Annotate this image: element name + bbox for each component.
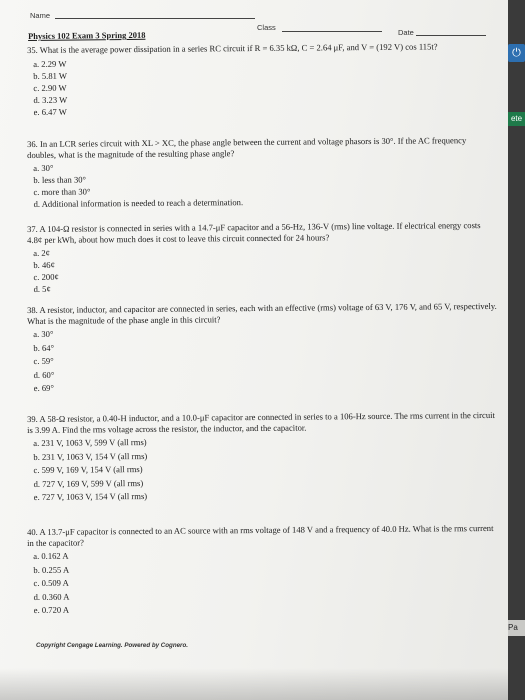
question-39 bbox=[27, 410, 498, 505]
answer-option: b. less than 30° bbox=[33, 174, 87, 185]
answer-option: b. 0.255 A bbox=[33, 564, 70, 575]
answer-option: e. 0.720 A bbox=[33, 605, 70, 616]
question-37 bbox=[27, 220, 498, 295]
answer-options bbox=[33, 324, 498, 396]
name-line bbox=[55, 18, 255, 19]
answer-options bbox=[33, 546, 498, 618]
answer-option: d. 5¢ bbox=[33, 283, 51, 294]
answer-option: d. 727 V, 169 V, 599 V (all rms) bbox=[33, 477, 144, 489]
question-stem: 37. A 104-Ω resistor is connected in series with a 14.7-μF capacitor and a 56-Hz, 136-V (rms) line voltage. If electrical energy costs 4.8¢ per kWh, about how much does it cost to leave this circuit connected for 24 hours? bbox=[27, 220, 481, 245]
answer-option: e. 727 V, 1063 V, 154 V (all rms) bbox=[33, 491, 148, 503]
background-page-label: Pa bbox=[508, 620, 525, 636]
question-stem: 36. In an LCR series circuit with XL > XC, the phase angle between the current and voltage phasors is 30°. If the AC frequency doubles, what is the magnitude of the resulting phase angle? bbox=[27, 135, 467, 160]
question-38 bbox=[27, 301, 498, 396]
copyright-notice: Copyright Cengage Learning. Powered by Cognero. bbox=[36, 642, 188, 649]
answer-option: d. Additional information is needed to reach a determination. bbox=[33, 197, 244, 209]
answer-option: c. 2.90 W bbox=[33, 82, 67, 93]
answer-options bbox=[33, 53, 498, 117]
background-edge bbox=[508, 0, 525, 700]
answer-option: e. 6.47 W bbox=[33, 106, 67, 117]
question-stem: 38. A resistor, inductor, and capacitor are connected in series, each with an effective (rms) voltage of 63 V, 176 V, and 65 V, respectively. What is the magnitude of the phase angle in this circuit? bbox=[27, 300, 497, 326]
answer-options bbox=[33, 158, 497, 210]
power-icon: ⏻ bbox=[508, 44, 525, 62]
answer-option: d. 60° bbox=[33, 369, 55, 380]
answer-option: a. 0.162 A bbox=[33, 550, 69, 561]
question-stem: 35. What is the average power dissipation in a series RC circuit if R = 6.35 kΩ, C = 2.64 μF, and V = (192 V) cos 115t? bbox=[27, 41, 438, 55]
name-label: Name bbox=[30, 11, 51, 20]
question-36 bbox=[27, 135, 498, 210]
class-line bbox=[282, 31, 382, 32]
answer-option: b. 231 V, 1063 V, 154 V (all rms) bbox=[33, 450, 148, 462]
answer-option: b. 46¢ bbox=[33, 259, 55, 270]
answer-option: c. 200¢ bbox=[33, 271, 59, 282]
answer-option: a. 30° bbox=[33, 162, 54, 173]
answer-option: d. 3.23 W bbox=[33, 94, 68, 105]
date-label: Date bbox=[398, 28, 414, 37]
answer-option: a. 30° bbox=[33, 328, 54, 339]
background-label: ete bbox=[508, 112, 525, 126]
question-stem: 39. A 58-Ω resistor, a 0.40-H inductor, and a 10.0-μF capacitor are connected in series to a 106-Hz source. The rms current in the circuit is 3.99 A. Find the rms voltage across the resistor, the inductor, and the capacitor. bbox=[27, 409, 495, 435]
exam-title: Physics 102 Exam 3 Spring 2018 bbox=[28, 29, 146, 41]
answer-option: a. 2.29 W bbox=[33, 58, 67, 69]
question-40 bbox=[27, 523, 498, 618]
answer-option: c. more than 30° bbox=[33, 186, 91, 197]
date-line bbox=[416, 35, 486, 36]
answer-option: c. 599 V, 169 V, 154 V (all rms) bbox=[33, 464, 143, 476]
photo-shadow bbox=[0, 668, 508, 700]
answer-option: e. 69° bbox=[33, 383, 54, 394]
answer-options bbox=[33, 433, 498, 505]
answer-option: b. 5.81 W bbox=[33, 70, 68, 81]
answer-option: c. 59° bbox=[33, 355, 54, 367]
answer-option: d. 0.360 A bbox=[33, 591, 70, 602]
answer-option: b. 64° bbox=[33, 342, 55, 353]
question-stem: 40. A 13.7-μF capacitor is connected to an AC source with an rms voltage of 148 V and a frequency of 40.0 Hz. What is the rms current in the capacitor? bbox=[27, 522, 494, 548]
answer-option: c. 0.509 A bbox=[33, 577, 69, 589]
answer-option: a. 231 V, 1063 V, 599 V (all rms) bbox=[33, 436, 147, 448]
answer-option: a. 2¢ bbox=[33, 247, 51, 258]
class-label: Class bbox=[257, 23, 276, 32]
question-35 bbox=[27, 41, 498, 118]
answer-options bbox=[33, 243, 497, 295]
